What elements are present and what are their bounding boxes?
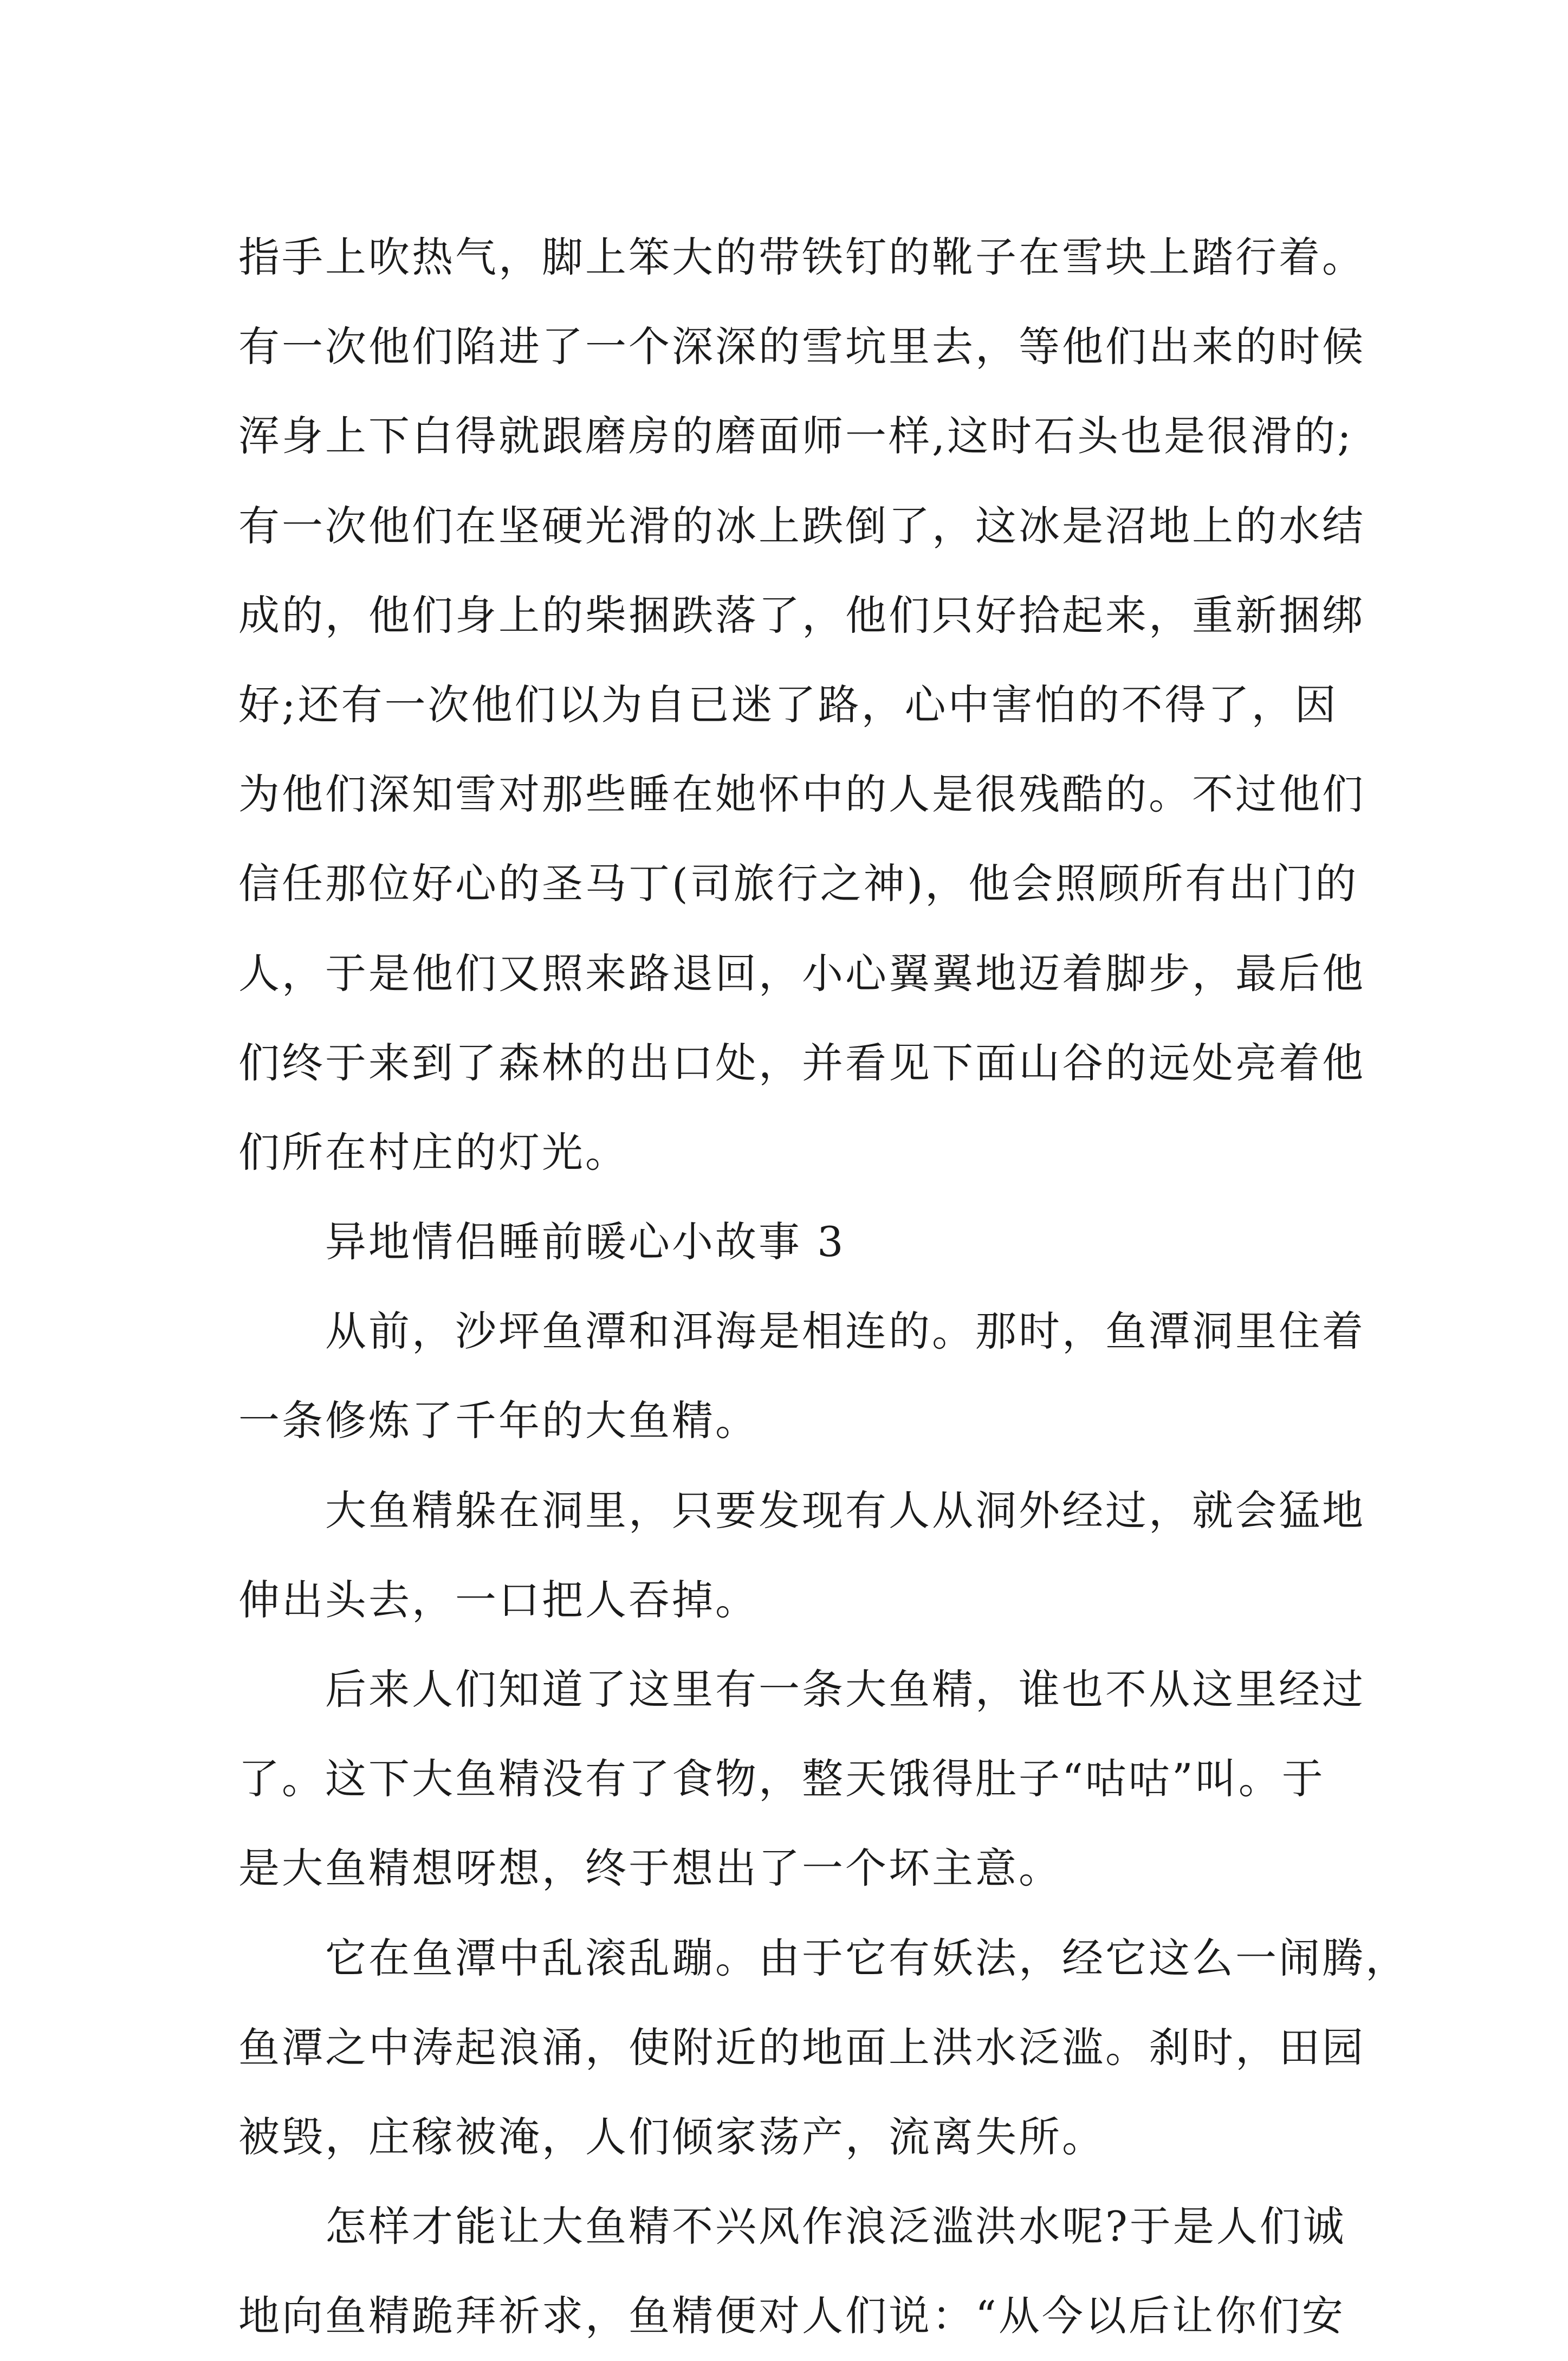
text-line: 鱼潭之中涛起浪涌，使附近的地面上洪水泛滥。刹时，田园 xyxy=(238,2023,1365,2072)
text-line: 们所在村庄的灯光。 xyxy=(238,1128,629,1176)
text-line: 怎样才能让大鱼精不兴风作浪泛滥洪水呢?于是人们诚 xyxy=(325,2202,1346,2251)
text-line: 一条修炼了千年的大鱼精。 xyxy=(238,1396,759,1445)
text-line: 了。这下大鱼精没有了食物，整天饿得肚子“咕咕”叫。于 xyxy=(238,1755,1325,1803)
text-line: 好;还有一次他们以为自已迷了路，心中害怕的不得了，因 xyxy=(238,680,1338,729)
text-line: 指手上吹热气，脚上笨大的带铁钉的靴子在雪块上踏行着。 xyxy=(238,233,1365,281)
text-line: 后来人们知道了这里有一条大鱼精，谁也不从这里经过 xyxy=(325,1665,1365,1713)
text-line: 浑身上下白得就跟磨房的磨面师一样,这时石头也是很滑的; xyxy=(238,412,1353,461)
section-heading: 异地情侣睡前暖心小故事 3 xyxy=(325,1218,846,1266)
body-text xyxy=(238,212,1409,2361)
text-line: 有一次他们在坚硬光滑的冰上跌倒了，这冰是沼地上的水结 xyxy=(238,501,1365,550)
text-line: 从前，沙坪鱼潭和洱海是相连的。那时，鱼潭洞里住着 xyxy=(325,1307,1365,1356)
text-line: 为他们深知雪对那些睡在她怀中的人是很残酷的。不过他们 xyxy=(238,770,1365,819)
text-line: 地向鱼精跪拜祈求，鱼精便对人们说：“从今以后让你们安 xyxy=(238,2292,1345,2340)
text-line: 大鱼精躲在洞里，只要发现有人从洞外经过，就会猛地 xyxy=(325,1486,1365,1535)
text-line: 是大鱼精想呀想，终于想出了一个坏主意。 xyxy=(238,1844,1062,1893)
text-line: 它在鱼潭中乱滚乱蹦。由于它有妖法，经它这么一闹腾， xyxy=(325,1933,1409,1982)
text-line: 伸出头去，一口把人吞掉。 xyxy=(238,1575,759,1624)
text-line: 信任那位好心的圣马丁(司旅行之神)，他会照顾所有出门的 xyxy=(238,859,1359,908)
text-line: 们终于来到了森林的出口处，并看见下面山谷的远处亮着他 xyxy=(238,1038,1365,1087)
text-line: 被毁，庄稼被淹，人们倾家荡产，流离失所。 xyxy=(238,2112,1105,2161)
text-line: 有一次他们陷进了一个深深的雪坑里去，等他们出来的时候 xyxy=(238,322,1365,371)
text-line: 成的，他们身上的柴捆跌落了，他们只好拾起来，重新捆绑 xyxy=(238,591,1365,639)
text-line: 人，于是他们又照来路退回，小心翼翼地迈着脚步，最后他 xyxy=(238,949,1365,998)
